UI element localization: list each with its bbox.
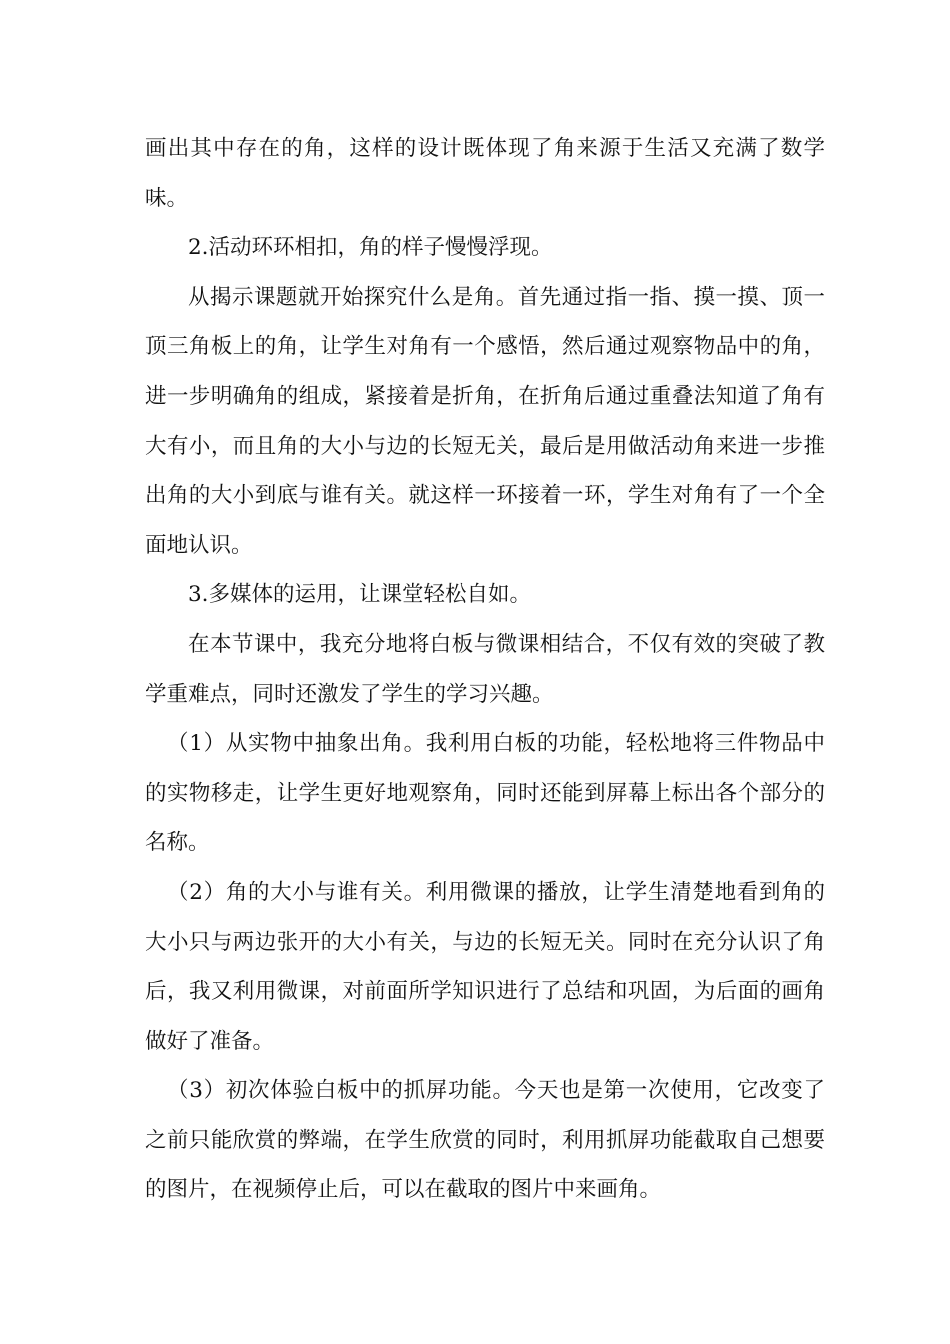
- list-item-3: （3）初次体验白板中的抓屏功能。今天也是第一次使用，它改变了之前只能欣赏的弊端，在学生欣赏的同时，利用抓屏功能截取自己想要的图片，在视频停止后，可以在截取的图片中来画角。: [145, 1078, 825, 1203]
- section-heading-3: 3.多媒体的运用，让课堂轻松自如。: [188, 582, 532, 608]
- paragraph-activities: 从揭示课题就开始探究什么是角。首先通过指一指、摸一摸、顶一顶三角板上的角，让学生对角有一个感悟，然后通过观察物品中的角，进一步明确角的组成，紧接着是折角，在折角后通过重叠法知道了角有大有小，而且角的大小与边的长短无关，最后是用做活动角来进一步推出角的大小到底与谁有关。就这样一环接着一环，学生对角有了一个全面地认识。: [145, 284, 825, 558]
- list-item-1: （1）从实物中抽象出角。我利用白板的功能，轻松地将三件物品中的实物移走，让学生更好地观察角，同时还能到屏幕上标出各个部分的名称。: [145, 731, 825, 856]
- paragraph-continuation: 画出其中存在的角，这样的设计既体现了角来源于生活又充满了数学味。: [145, 136, 825, 211]
- paragraph-multimedia: 在本节课中，我充分地将白板与微课相结合，不仅有效的突破了教学重难点，同时还激发了学生的学习兴趣。: [145, 631, 825, 707]
- section-heading-2: 2.活动环环相扣，角的样子慢慢浮现。: [188, 235, 553, 261]
- document-page: [145, 124, 825, 1215]
- list-item-2: （2）角的大小与谁有关。利用微课的播放，让学生清楚地看到角的大小只与两边张开的大小有关，与边的长短无关。同时在充分认识了角后，我又利用微课，对前面所学知识进行了总结和巩固，为后面的画角做好了准备。: [145, 879, 825, 1054]
